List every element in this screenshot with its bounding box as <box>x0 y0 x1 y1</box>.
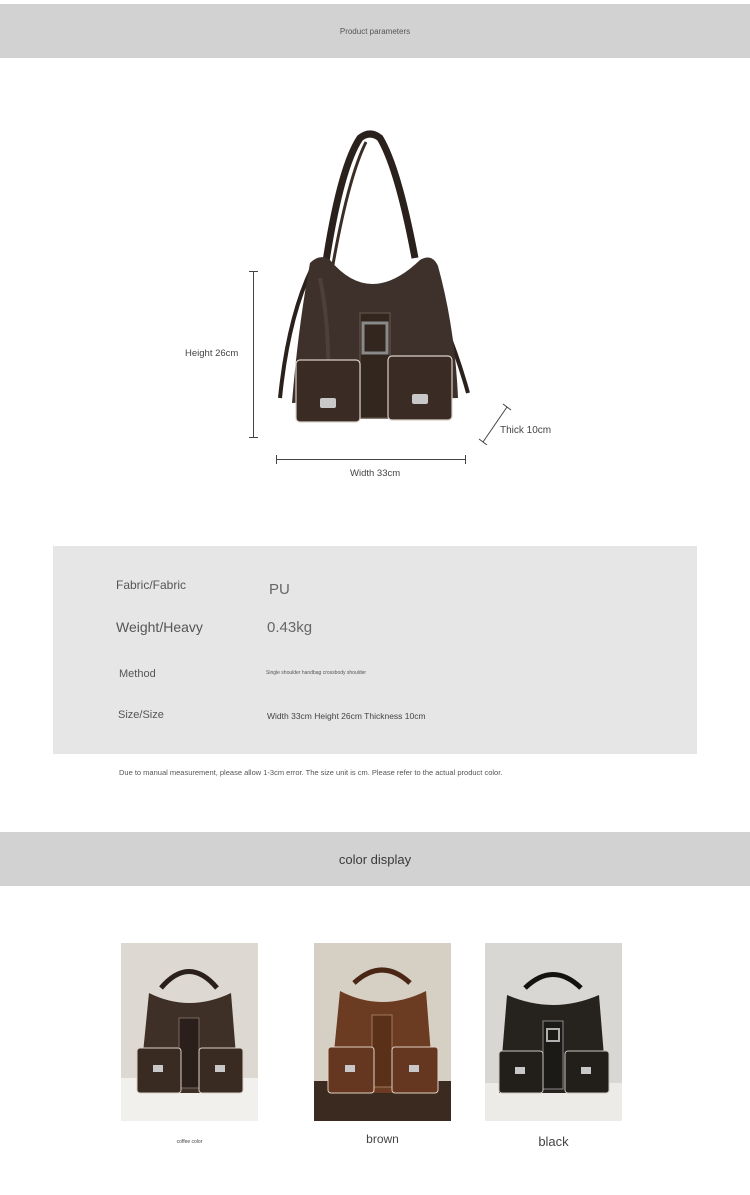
section-title: color display <box>338 851 412 867</box>
width-dimension-line <box>276 459 466 460</box>
measurement-note: Due to manual measurement, please allow 1-3cm error. The size unit is cm. Please refer to the actual product color. <box>119 768 503 777</box>
bag-photo-brown <box>314 943 451 1121</box>
bag-photo-coffee <box>121 943 258 1121</box>
color-swatch-brown[interactable] <box>314 943 451 1121</box>
height-dimension-line <box>253 271 254 438</box>
color-label-brown: brown <box>366 1132 399 1146</box>
param-value-fabric: PU <box>269 581 290 598</box>
param-label-method: Method <box>119 668 156 680</box>
width-dimension-tick-right <box>465 455 466 464</box>
product-image <box>270 128 500 438</box>
color-swatch-coffee[interactable] <box>121 943 258 1121</box>
section-header-color-display <box>0 832 750 886</box>
bag-photo-black <box>485 943 622 1121</box>
thickness-dimension-label: Thick 10cm <box>500 425 552 436</box>
height-dimension-tick-top <box>249 271 258 272</box>
width-dimension-label: Width 33cm <box>350 468 401 479</box>
thickness-dimension-line <box>478 403 512 445</box>
param-value-method: Single shoulder handbag crossbody shoulder <box>266 670 367 676</box>
parameters-table <box>53 546 697 754</box>
section-header-parameters <box>0 4 750 58</box>
color-label-black: black <box>538 1134 569 1149</box>
param-label-fabric: Fabric/Fabric <box>116 578 187 592</box>
section-title: Product parameters <box>339 26 411 36</box>
param-label-weight: Weight/Heavy <box>116 619 203 635</box>
color-label-coffee: coffee color <box>176 1139 203 1145</box>
color-swatch-black[interactable] <box>485 943 622 1121</box>
width-dimension-tick-left <box>276 455 277 464</box>
height-dimension-label: Height 26cm <box>185 348 239 359</box>
param-label-size: Size/Size <box>118 709 164 721</box>
param-value-weight: 0.43kg <box>267 619 313 636</box>
param-value-size: Width 33cm Height 26cm Thickness 10cm <box>267 711 426 721</box>
height-dimension-tick-bottom <box>249 437 258 438</box>
